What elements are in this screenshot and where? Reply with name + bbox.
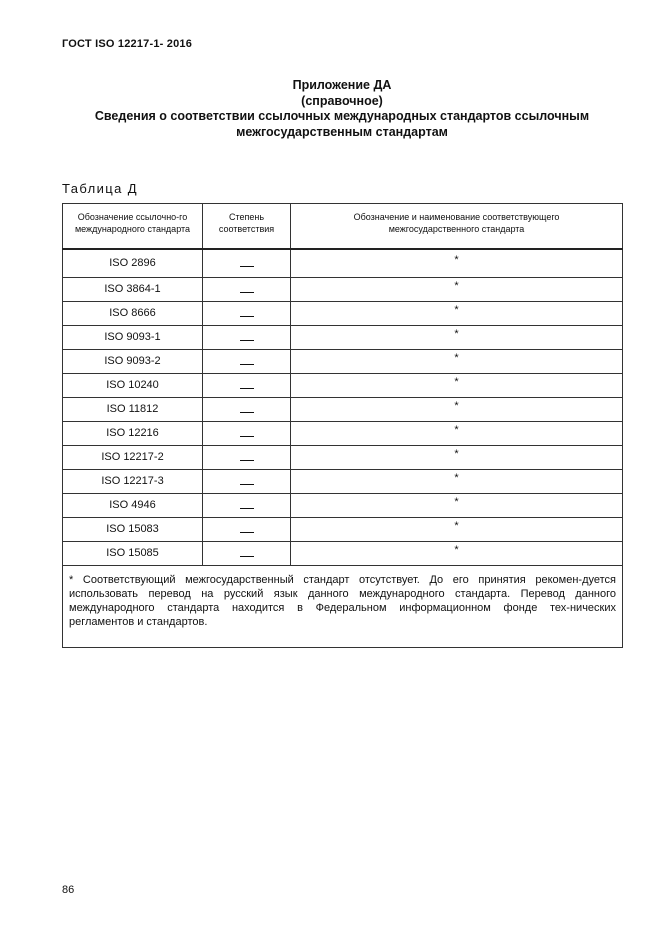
cell-national xyxy=(291,469,623,493)
column-header-national: Обозначение и наименование соответствующего межгосударственного стандарта xyxy=(291,204,623,249)
asterisk-mark: * xyxy=(454,400,459,412)
table-row xyxy=(63,469,623,493)
dash-mark xyxy=(240,460,254,461)
cell-national xyxy=(291,249,623,278)
appendix-heading xyxy=(62,78,622,140)
table-row xyxy=(63,517,623,541)
cell-national xyxy=(291,493,623,517)
appendix-heading-line-1: Сведения о соответствии ссылочных международных стандартов ссылочным xyxy=(94,109,590,123)
table-row xyxy=(63,445,623,469)
cell-degree xyxy=(203,445,291,469)
asterisk-mark: * xyxy=(454,280,459,292)
dash-mark xyxy=(240,340,254,341)
column-header-standard: Обозначение ссылочно-го международного стандарта xyxy=(63,204,203,249)
cell-degree xyxy=(203,277,291,301)
cell-standard: ISO 9093-2 xyxy=(63,349,203,373)
appendix-heading-line-2: межгосударственным стандартам xyxy=(236,124,448,139)
cell-national xyxy=(291,277,623,301)
cell-national xyxy=(291,301,623,325)
asterisk-mark: * xyxy=(454,448,459,460)
appendix-title: Приложение ДА xyxy=(292,78,392,92)
asterisk-mark: * xyxy=(454,496,459,508)
dash-mark xyxy=(240,316,254,317)
table-row xyxy=(63,421,623,445)
appendix-type: (справочное) xyxy=(301,93,383,108)
dash-mark xyxy=(240,484,254,485)
asterisk-mark: * xyxy=(454,520,459,532)
cell-national xyxy=(291,517,623,541)
correspondence-table xyxy=(62,203,623,648)
cell-degree xyxy=(203,349,291,373)
dash-mark xyxy=(240,292,254,293)
table-row xyxy=(63,301,623,325)
footnote-row xyxy=(63,565,623,647)
cell-standard: ISO 4946 xyxy=(63,493,203,517)
cell-standard: ISO 2896 xyxy=(63,249,203,278)
cell-degree xyxy=(203,421,291,445)
table-row xyxy=(63,325,623,349)
cell-standard: ISO 8666 xyxy=(63,301,203,325)
column-header-degree: Степень соответствия xyxy=(203,204,291,249)
cell-standard: ISO 15083 xyxy=(63,517,203,541)
cell-degree xyxy=(203,325,291,349)
cell-standard: ISO 12217-2 xyxy=(63,445,203,469)
table-header-row xyxy=(63,204,623,249)
dash-mark xyxy=(240,436,254,437)
cell-standard: ISO 12217-3 xyxy=(63,469,203,493)
cell-national xyxy=(291,397,623,421)
cell-standard: ISO 11812 xyxy=(63,397,203,421)
asterisk-mark: * xyxy=(454,304,459,316)
dash-mark xyxy=(240,532,254,533)
cell-national xyxy=(291,445,623,469)
dash-mark xyxy=(240,364,254,365)
page-number: 86 xyxy=(62,884,75,896)
table-caption: Таблица Д xyxy=(62,181,138,196)
cell-national xyxy=(291,541,623,565)
dash-mark xyxy=(240,556,254,557)
asterisk-mark: * xyxy=(454,352,459,364)
table-row xyxy=(63,373,623,397)
dash-mark xyxy=(240,266,254,267)
cell-standard: ISO 9093-1 xyxy=(63,325,203,349)
cell-degree xyxy=(203,249,291,278)
cell-standard: ISO 12216 xyxy=(63,421,203,445)
cell-national xyxy=(291,349,623,373)
cell-national xyxy=(291,421,623,445)
asterisk-mark: * xyxy=(454,424,459,436)
cell-degree xyxy=(203,517,291,541)
dash-mark xyxy=(240,388,254,389)
table-row xyxy=(63,397,623,421)
cell-degree xyxy=(203,397,291,421)
table-footnote: * Соответствующий межгосударственный стандарт отсутствует. До его принятия рекомен-дуется использовать перевод на русский язык данного международного стандарта. Перевод данного международного стандарта находится в Федеральном информационном фонде тех-нических регламентов и стандартов. xyxy=(63,565,623,647)
cell-degree xyxy=(203,493,291,517)
table-row xyxy=(63,349,623,373)
asterisk-mark: * xyxy=(454,544,459,556)
dash-mark xyxy=(240,508,254,509)
asterisk-mark: * xyxy=(454,376,459,388)
cell-degree xyxy=(203,301,291,325)
cell-standard: ISO 15085 xyxy=(63,541,203,565)
cell-standard: ISO 3864-1 xyxy=(63,277,203,301)
dash-mark xyxy=(240,412,254,413)
asterisk-mark: * xyxy=(454,328,459,340)
table-row xyxy=(63,541,623,565)
cell-national xyxy=(291,373,623,397)
cell-standard: ISO 10240 xyxy=(63,373,203,397)
table-row xyxy=(63,249,623,278)
document-header: ГОСТ ISO 12217-1- 2016 xyxy=(62,38,193,50)
table-row xyxy=(63,493,623,517)
cell-degree xyxy=(203,469,291,493)
asterisk-mark: * xyxy=(454,254,459,266)
table-row xyxy=(63,277,623,301)
cell-degree xyxy=(203,373,291,397)
asterisk-mark: * xyxy=(454,472,459,484)
cell-degree xyxy=(203,541,291,565)
cell-national xyxy=(291,325,623,349)
